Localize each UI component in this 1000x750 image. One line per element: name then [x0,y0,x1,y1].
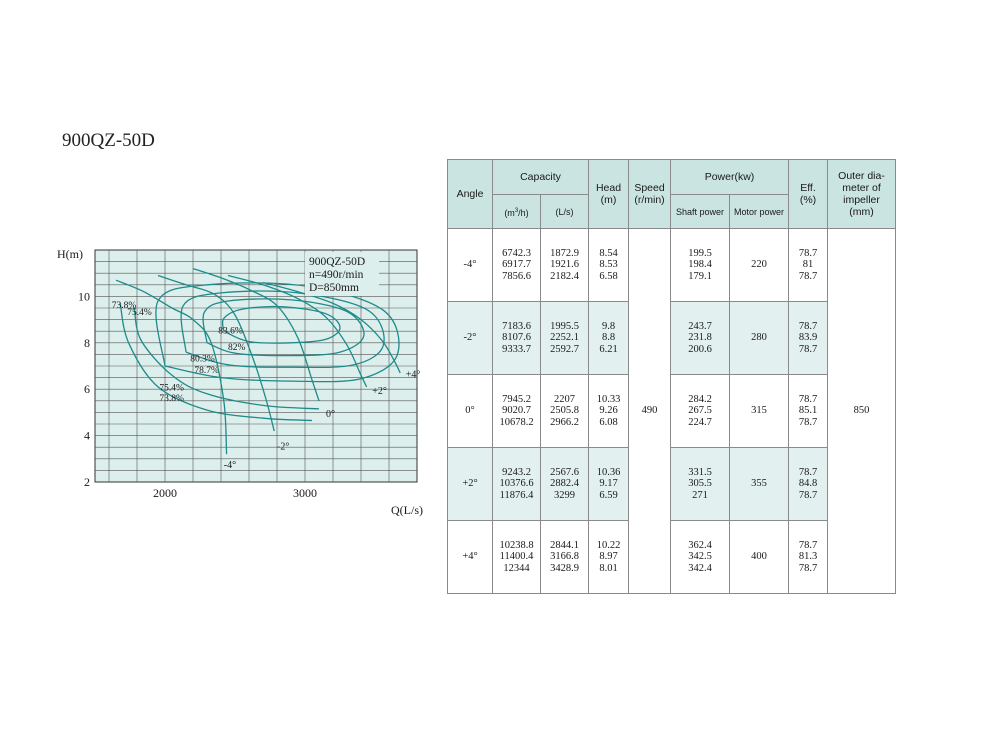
cell-angle: 0° [448,375,493,448]
cell-motor-power: 315 [730,375,789,448]
cell-head-value: 8.01 [599,562,618,574]
cell-head-value: 10.36 [596,466,621,478]
cell-capacity-ls-value: 3299 [554,489,575,501]
cell-capacity-ls [541,448,589,521]
header-angle: Angle [448,160,493,229]
cell-angle: -2° [448,302,493,375]
angle-label: -4° [223,460,237,472]
cell-capacity-m3h-value: 12344 [503,562,530,574]
efficiency-label: 83.6% [218,326,243,337]
page-title: 900QZ-50D [62,130,155,151]
cell-head-value: 8.8 [601,332,616,344]
cell-capacity-ls-value: 1872.9 [550,247,579,259]
header-shaft-power: Shaft power [671,195,730,229]
cell-capacity-m3h-value: 10678.2 [499,416,534,428]
cell-angle: +2° [448,448,493,521]
header-eff [789,160,828,229]
cell-capacity-ls-value: 3428.9 [550,562,579,574]
cell-shaft-power [671,302,730,375]
cell-capacity-m3h-value: 7856.6 [502,270,531,282]
cell-eff-value: 85.1 [798,405,818,417]
efficiency-label: 75.4% [127,307,152,318]
cell-eff [789,302,828,375]
cell-capacity-ls-value: 2966.2 [550,416,579,428]
cell-capacity-ls-value: 2207 [554,393,575,405]
cell-head-value: 8.54 [599,247,618,259]
cell-eff-value: 78.7 [798,416,818,428]
cell-head [589,375,629,448]
cell-shaft-power-value: 231.8 [688,332,712,344]
cell-motor-power: 280 [730,302,789,375]
cell-capacity-ls-value: 3166.8 [550,551,579,563]
cell-shaft-power [671,448,730,521]
cell-head-value: 9.26 [599,405,618,417]
info-box-line: n=490r/min [309,269,364,281]
cell-head-value: 6.08 [599,416,618,428]
cell-angle: +4° [448,521,493,594]
cell-shaft-power-value: 243.7 [688,320,712,332]
angle-label: +2° [372,385,387,397]
header-outer-line4: (mm) [849,206,874,218]
y-tick-label: 4 [84,428,90,443]
cell-eff [789,375,828,448]
cell-head-value: 9.17 [599,478,618,490]
cell-capacity-m3h [493,302,541,375]
cell-shaft-power-value: 331.5 [688,466,712,478]
cell-eff-value: 78.7 [798,539,818,551]
cell-capacity-m3h-value: 11400.4 [499,551,534,563]
cell-capacity-m3h-value: 8107.6 [502,332,531,344]
cell-shaft-power-value: 362.4 [688,539,712,551]
cell-eff-value: 78.7 [798,489,818,501]
cell-head-value: 9.8 [601,320,616,332]
cell-eff-value: 78.7 [798,247,818,259]
header-head-unit: (m) [600,194,617,206]
header-capacity: Capacity [493,160,589,195]
header-speed-line: Speed [634,182,665,194]
cell-capacity-ls [541,302,589,375]
cell-shaft-power-value: 267.5 [688,405,712,417]
performance-chart-svg [55,240,423,530]
cell-shaft-power-value: 199.5 [688,247,712,259]
cell-eff-value: 83.9 [798,332,818,344]
performance-chart [55,240,423,530]
cell-capacity-m3h-value: 7183.6 [502,320,531,332]
cell-capacity-ls-value: 2182.4 [550,270,579,282]
cell-motor-power: 400 [730,521,789,594]
header-power: Power(kw) [671,160,789,195]
efficiency-label: 73.8% [159,393,184,404]
cell-eff [789,448,828,521]
header-outer-line2: meter of [842,182,881,194]
cell-shaft-power-value: 179.1 [688,270,712,282]
cell-motor-power: 220 [730,229,789,302]
efficiency-label: 78.7% [194,365,219,376]
cell-eff-value: 78.7 [798,270,818,282]
cell-capacity-ls-value: 2592.7 [550,343,579,355]
cell-head-value: 8.53 [599,259,618,271]
cell-capacity-ls-value: 2505.8 [550,405,579,417]
info-box-line: D=850mm [309,282,359,294]
cell-capacity-m3h-value: 10376.6 [499,478,534,490]
cell-capacity-m3h-value: 6742.3 [502,247,531,259]
cell-head-value: 6.21 [599,343,618,355]
header-head [589,160,629,229]
cell-shaft-power-value: 271 [692,489,708,501]
cell-shaft-power-value: 305.5 [688,478,712,490]
header-outer-line3: impeller [843,194,880,206]
cell-head-value: 10.33 [596,393,621,405]
header-motor-power: Motor power [730,195,789,229]
cell-head-value: 6.58 [599,270,618,282]
cell-capacity-m3h-value: 11876.4 [499,489,534,501]
header-capacity-ls: (L/s) [541,195,589,229]
cell-capacity-ls-value: 2882.4 [550,478,579,490]
cell-head [589,448,629,521]
cell-capacity-m3h [493,229,541,302]
cell-eff-value: 81.3 [798,551,818,563]
x-axis-label: Q(L/s) [391,503,423,517]
cell-eff-value: 78.7 [798,343,818,355]
header-eff-line: Eff. [800,182,816,194]
cell-eff [789,521,828,594]
header-m3h-sup: 3 [514,207,519,214]
header-m3h-unit-end: /h) [518,207,529,218]
x-tick-label: 2000 [153,486,177,500]
efficiency-label: 73.8% [111,301,137,311]
cell-eff-value: 84.8 [798,478,818,490]
cell-head [589,302,629,375]
y-tick-label: 8 [84,335,90,350]
cell-shaft-power [671,229,730,302]
cell-capacity-m3h-value: 9020.7 [502,405,531,417]
cell-eff [789,229,828,302]
cell-speed: 490 [629,229,671,594]
efficiency-label: 80.3% [190,354,215,365]
header-eff-unit: (%) [799,194,817,206]
y-tick-label: 6 [84,382,90,397]
cell-shaft-power [671,375,730,448]
cell-capacity-ls [541,521,589,594]
header-outer-diameter [828,160,896,229]
cell-shaft-power-value: 198.4 [688,259,712,271]
header-head-line: Head [595,182,622,194]
cell-head [589,229,629,302]
angle-label: -2° [277,441,290,453]
x-tick-label: 3000 [293,486,317,500]
header-speed-unit: (r/min) [634,194,665,206]
cell-shaft-power-value: 200.6 [688,343,712,355]
cell-capacity-ls-value: 1995.5 [550,320,579,332]
cell-capacity-ls [541,375,589,448]
cell-capacity-m3h [493,448,541,521]
performance-table [447,159,896,594]
cell-head [589,521,629,594]
y-axis-label: H(m) [57,247,83,261]
angle-label: +4° [405,369,421,381]
cell-shaft-power-value: 284.2 [688,393,712,405]
cell-eff-value: 78.7 [798,466,818,478]
table-row [448,229,896,302]
cell-eff-value: 78.7 [798,320,818,332]
cell-head-value: 8.97 [599,551,618,563]
header-m3h-unit: (m [504,207,515,218]
cell-capacity-ls-value: 2844.1 [550,539,579,551]
cell-shaft-power [671,521,730,594]
cell-capacity-m3h [493,375,541,448]
cell-eff-value: 78.7 [798,562,818,574]
cell-capacity-m3h-value: 9333.7 [502,343,531,355]
cell-capacity-ls [541,229,589,302]
cell-eff-value: 81 [802,259,814,271]
efficiency-label: 75.4% [159,383,184,394]
cell-shaft-power-value: 342.4 [688,562,712,574]
cell-capacity-m3h-value: 9243.2 [502,466,531,478]
header-speed [629,160,671,229]
info-box-line: 900QZ-50D [309,256,366,268]
table-body [448,229,896,594]
cell-capacity-m3h [493,521,541,594]
cell-motor-power: 355 [730,448,789,521]
angle-label: 0° [326,409,335,421]
cell-angle: -4° [448,229,493,302]
cell-capacity-m3h-value: 10238.8 [499,539,534,551]
cell-capacity-ls-value: 2567.6 [550,466,579,478]
cell-outer-diameter: 850 [828,229,896,594]
cell-capacity-ls-value: 2252.1 [550,332,579,344]
cell-shaft-power-value: 342.5 [688,551,712,563]
cell-head-value: 10.22 [596,539,621,551]
y-tick-label: 10 [78,289,90,304]
header-capacity-m3h [493,195,541,229]
y-tick-label: 2 [84,475,90,489]
cell-eff-value: 78.7 [798,393,818,405]
cell-capacity-m3h-value: 7945.2 [502,393,531,405]
cell-head-value: 6.59 [599,489,618,501]
cell-capacity-m3h-value: 6917.7 [502,259,531,271]
cell-capacity-ls-value: 1921.6 [550,259,579,271]
cell-shaft-power-value: 224.7 [688,416,712,428]
header-outer-line1: Outer dia- [838,170,885,182]
efficiency-label: 82% [228,342,246,353]
